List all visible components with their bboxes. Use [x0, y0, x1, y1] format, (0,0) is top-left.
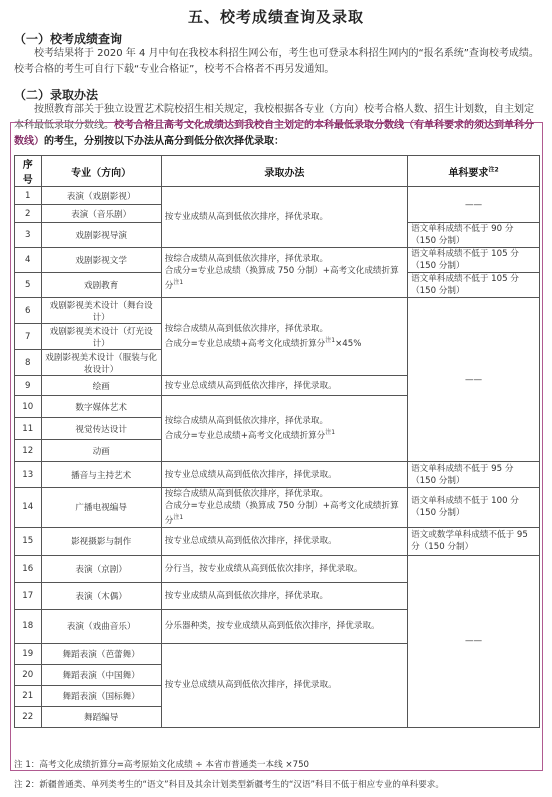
single-cell: 语文单科成绩不低于 95 分（150 分制）: [408, 462, 540, 488]
table-row: 2 表演（音乐剧）: [15, 205, 540, 223]
table-row: 15 影视摄影与制作 按专业总成绩从高到低依次排序，择优录取。 语文或数学单科成绩不低于 95 分（150 分制）: [15, 527, 540, 555]
method-cell: 分乐器种类，按专业成绩从高到低依次排序，择优录取。: [161, 609, 407, 643]
section-heading-admission: （二）录取办法: [14, 88, 99, 102]
header-method: 录取办法: [161, 156, 407, 187]
header-major: 专业（方向）: [41, 156, 161, 187]
table-row: 8 戏剧影视美术设计（服装与化妆设计）: [15, 350, 540, 376]
section-text-admission: [14, 102, 540, 150]
admission-text-bold: 的考生，分别按以下办法从高分到低分依次择优录取：: [44, 136, 284, 147]
single-cell: 语文单科成绩不低于 105 分（150 分制）: [408, 248, 540, 273]
single-cell: 语文单科成绩不低于 105 分（150 分制）: [408, 273, 540, 298]
note-2: 注 2：新疆普通类、单列类考生的“语文”科目及其余计划类型新疆考生的“汉语”科目不低于相应专业的单科要求。: [14, 780, 444, 790]
method-cell: 分行当，按专业成绩从高到低依次排序，择优录取。: [161, 555, 407, 582]
table-row: 16 表演（京剧） 分行当，按专业成绩从高到低依次排序，择优录取。 ——: [15, 555, 540, 582]
method-cell: 按专业成绩从高到低依次排序，择优录取。: [161, 582, 407, 609]
table-row: 10 数字媒体艺术 按综合成绩从高到低依次排序，择优录取。 合成分=专业总成绩+高考文化成绩折算分$^{注1}$: [15, 396, 540, 418]
method-cell: 按专业成绩从高到低依次排序，择优录取。: [161, 187, 407, 248]
method-cell: 按综合成绩从高到低依次排序，择优录取。 合成分=专业总成绩+高考文化成绩折算分$^{注1}$×45%: [161, 298, 407, 376]
single-cell: ——: [408, 555, 540, 727]
single-cell: ——: [408, 298, 540, 462]
method-cell: 按专业总成绩从高到低依次排序，择优录取。: [161, 462, 407, 488]
single-cell: 语文单科成绩不低于 100 分（150 分制）: [408, 488, 540, 528]
section-heading-score-query: （一）校考成绩查询: [14, 32, 123, 46]
single-cell: 语文单科成绩不低于 90 分（150 分制）: [408, 223, 540, 248]
page-title: 五、校考成绩查询及录取: [187, 8, 364, 26]
table-row: 19 舞蹈表演（芭蕾舞） 按专业总成绩从高到低依次排序，择优录取。: [15, 643, 540, 664]
admission-text-plain: 按照教育部关于独立设置艺术院校招生相关规定，我校根据各专业（方向）校考合格人数、招生计划数，自主划定本科最低录取分数线。: [14, 104, 534, 131]
table-row: 3 戏剧影视导演 语文单科成绩不低于 90 分（150 分制）: [15, 223, 540, 248]
table-row: 1 表演（戏剧影视） 按专业成绩从高到低依次排序，择优录取。 ——: [15, 187, 540, 205]
method-cell: 按专业总成绩从高到低依次排序，择优录取。: [161, 643, 407, 727]
table-row: 11 视觉传达设计: [15, 418, 540, 440]
single-cell: ——: [408, 187, 540, 223]
table-row: 20 舞蹈表演（中国舞）: [15, 664, 540, 685]
admission-table: [14, 155, 540, 728]
method-cell: 按综合成绩从高到低依次排序，择优录取。 合成分=专业总成绩+高考文化成绩折算分$^{注1}$: [161, 396, 407, 462]
table-row: 6 戏剧影视美术设计（舞台设计） 按综合成绩从高到低依次排序，择优录取。 合成分=专业总成绩+高考文化成绩折算分$^{注1}$×45% ——: [15, 298, 540, 324]
header-no: 序号: [15, 156, 42, 187]
note-1: 注 1：高考文化成绩折算分=高考原始文化成绩 ÷ 本省市普通类一本线 ×750: [14, 760, 310, 770]
section-text-score-query: 校考结果将于 2020 年 4 月中旬在我校本科招生网公布，考生也可登录本科招生网内的“报名系统”查询校考成绩。校考合格的考生可自行下载“专业合格证”，校考不合格者不再另发通知。: [14, 48, 539, 75]
table-row: 12 动画: [15, 440, 540, 462]
table-row: 18 表演（戏曲音乐） 分乐器种类，按专业成绩从高到低依次排序，择优录取。: [15, 609, 540, 643]
header-single: 单科要求$^{注2}$: [408, 156, 540, 187]
table-row: 21 舞蹈表演（国标舞）: [15, 685, 540, 706]
table-row: 13 播音与主持艺术 按专业总成绩从高到低依次排序，择优录取。 语文单科成绩不低于 95 分（150 分制）: [15, 462, 540, 488]
table-row: 7 戏剧影视美术设计（灯光设计）: [15, 324, 540, 350]
table-row: 5 戏剧教育 语文单科成绩不低于 105 分（150 分制）: [15, 273, 540, 298]
table-row: 17 表演（木偶） 按专业成绩从高到低依次排序，择优录取。: [15, 582, 540, 609]
admission-text-highlight: 校考合格且高考文化成绩达到我校自主划定的本科最低录取分数线（有单科要求的须达到单科分数线）: [14, 120, 534, 147]
method-cell: 按综合成绩从高到低依次排序，择优录取。 合成分=专业总成绩（换算成 750 分制）+高考文化成绩折算分$^{注1}$: [161, 248, 407, 298]
method-cell: 按专业总成绩从高到低依次排序，择优录取。: [161, 376, 407, 396]
single-cell: 语文或数学单科成绩不低于 95 分（150 分制）: [408, 527, 540, 555]
table-header-row: [15, 156, 540, 187]
table-row: 9 绘画 按专业总成绩从高到低依次排序，择优录取。: [15, 376, 540, 396]
method-cell: 按综合成绩从高到低依次排序，择优录取。 合成分=专业总成绩（换算成 750 分制）+高考文化成绩折算分$^{注1}$: [161, 488, 407, 528]
table-row: 22 舞蹈编导: [15, 706, 540, 727]
table-row: 4 戏剧影视文学 按综合成绩从高到低依次排序，择优录取。 合成分=专业总成绩（换算成 750 分制）+高考文化成绩折算分$^{注1}$ 语文单科成绩不低于 105 分（150 分制）: [15, 248, 540, 273]
method-cell: 按专业总成绩从高到低依次排序，择优录取。: [161, 527, 407, 555]
table-row: 14 广播电视编导 按综合成绩从高到低依次排序，择优录取。 合成分=专业总成绩（换算成 750 分制）+高考文化成绩折算分$^{注1}$ 语文单科成绩不低于 100 分（150 分制）: [15, 488, 540, 528]
